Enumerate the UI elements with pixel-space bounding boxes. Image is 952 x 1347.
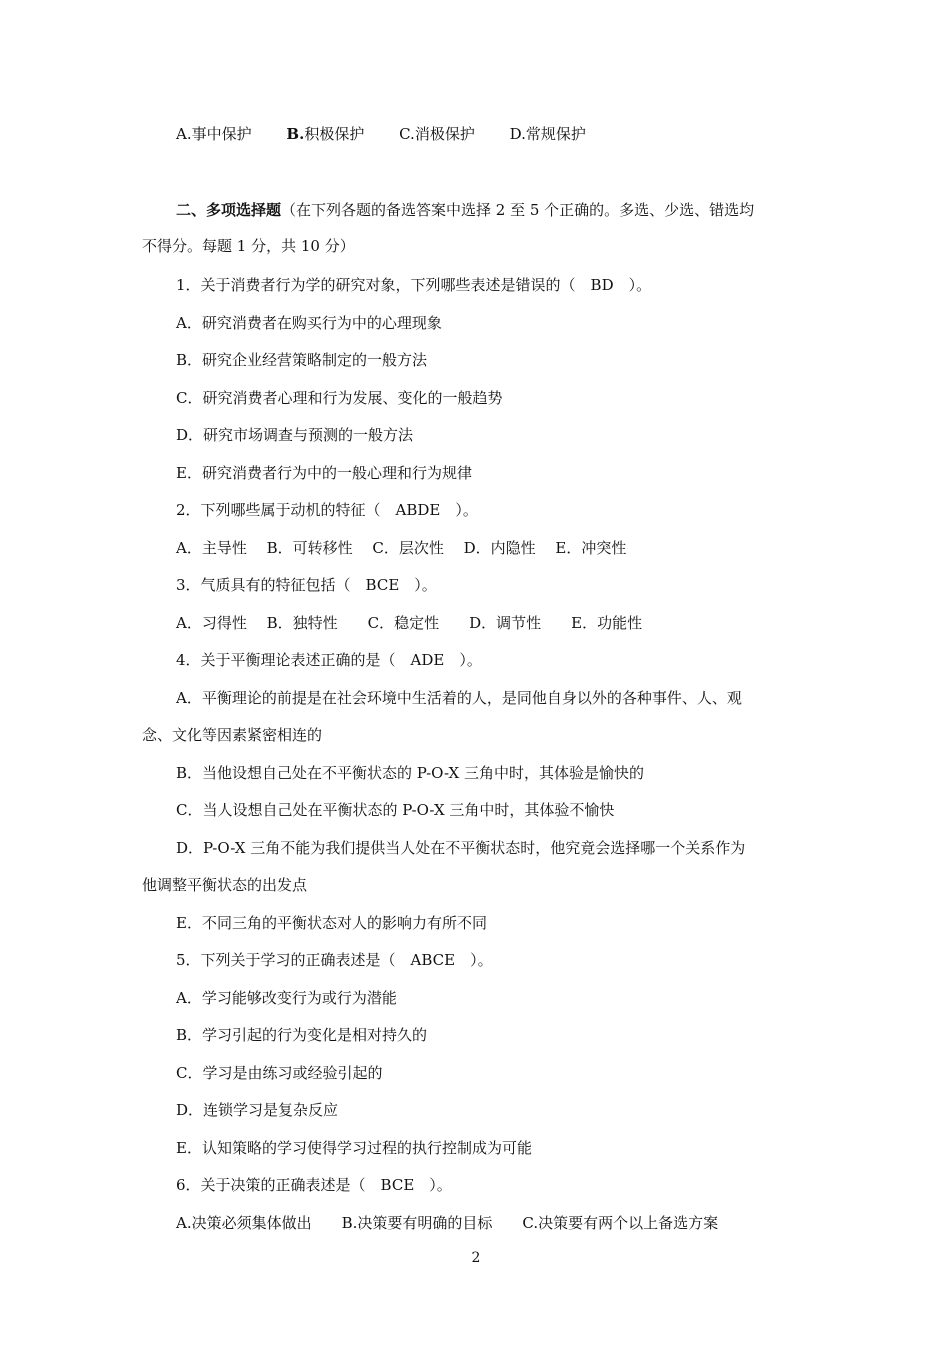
text-line: A．研究消费者在购买行为中的心理现象 [176, 313, 442, 332]
section-instruction: （在下列各题的备选答案中选择 2 至 5 个正确的。多选、少选、错选均 [281, 201, 755, 219]
text-line: B．研究企业经营策略制定的一般方法 [176, 351, 428, 369]
text-line: A．主导性 B．可转移性 C．层次性 D．内隐性 E．冲突性 [176, 538, 627, 557]
text-line: E．研究消费者行为中的一般心理和行为规律 [176, 463, 472, 482]
text-line: A．平衡理论的前提是在社会环境中生活着的人，是同他自身以外的各种事件、人、观 [176, 688, 742, 707]
text-line: E．认知策略的学习使得学习过程的执行控制成为可能 [176, 1138, 532, 1157]
text-line: B．学习引起的行为变化是相对持久的 [176, 1026, 428, 1044]
text-line: D．研究市场调查与预测的一般方法 [176, 426, 414, 444]
option-a: A.事中保护 [176, 125, 252, 143]
option-d: D.常规保护 [509, 125, 586, 143]
text-line: 1．关于消费者行为学的研究对象，下列哪些表述是错误的（ BD ）。 [176, 276, 652, 294]
text-line: 3．气质具有的特征包括（ BCE ）。 [176, 576, 437, 594]
page-number: 2 [471, 1250, 481, 1266]
text-line: 6．关于决策的正确表述是（ BCE ）。 [176, 1176, 452, 1194]
text-line: B．当他设想自己处在不平衡状态的 P-O-X 三角中时，其体验是愉快的 [176, 763, 644, 782]
text-line: 2．下列哪些属于动机的特征（ ABDE ）。 [176, 501, 478, 519]
text-line: 5．下列关于学习的正确表述是（ ABCE ）。 [176, 951, 493, 969]
text-line: A．学习能够改变行为或行为潜能 [176, 988, 397, 1007]
text-line: 念、文化等因素紧密相连的 [142, 726, 323, 744]
text-line: C．学习是由练习或经验引起的 [176, 1063, 383, 1082]
section-instruction-cont: 不得分。每题 1 分，共 10 分） [142, 237, 355, 255]
option-b: B.积极保护 [286, 125, 365, 143]
text-line: C．当人设想自己处在平衡状态的 P-O-X 三角中时，其体验不愉快 [176, 801, 615, 819]
text-line: D．P-O-X 三角不能为我们提供当人处在不平衡状态时，他究竟会选择哪一个关系作为 [176, 838, 746, 857]
text-line: C．研究消费者心理和行为发展、变化的一般趋势 [176, 388, 503, 407]
text-line: A.决策必须集体做出 B.决策要有明确的目标 C.决策要有两个以上备选方案 [176, 1213, 719, 1232]
text-line: 4．关于平衡理论表述正确的是（ ADE ）。 [176, 651, 482, 669]
text-line: D．连锁学习是复杂反应 [176, 1101, 339, 1119]
section-heading: 二、多项选择题 [176, 201, 282, 219]
prev-question-options [176, 124, 616, 144]
option-c: C.消极保护 [399, 125, 475, 143]
text-line: 他调整平衡状态的出发点 [142, 876, 308, 894]
section-heading-line [176, 200, 754, 220]
text-line: E．不同三角的平衡状态对人的影响力有所不同 [176, 913, 487, 932]
text-line: A．习得性 B．独特性 C．稳定性 D．调节性 E．功能性 [176, 613, 643, 632]
